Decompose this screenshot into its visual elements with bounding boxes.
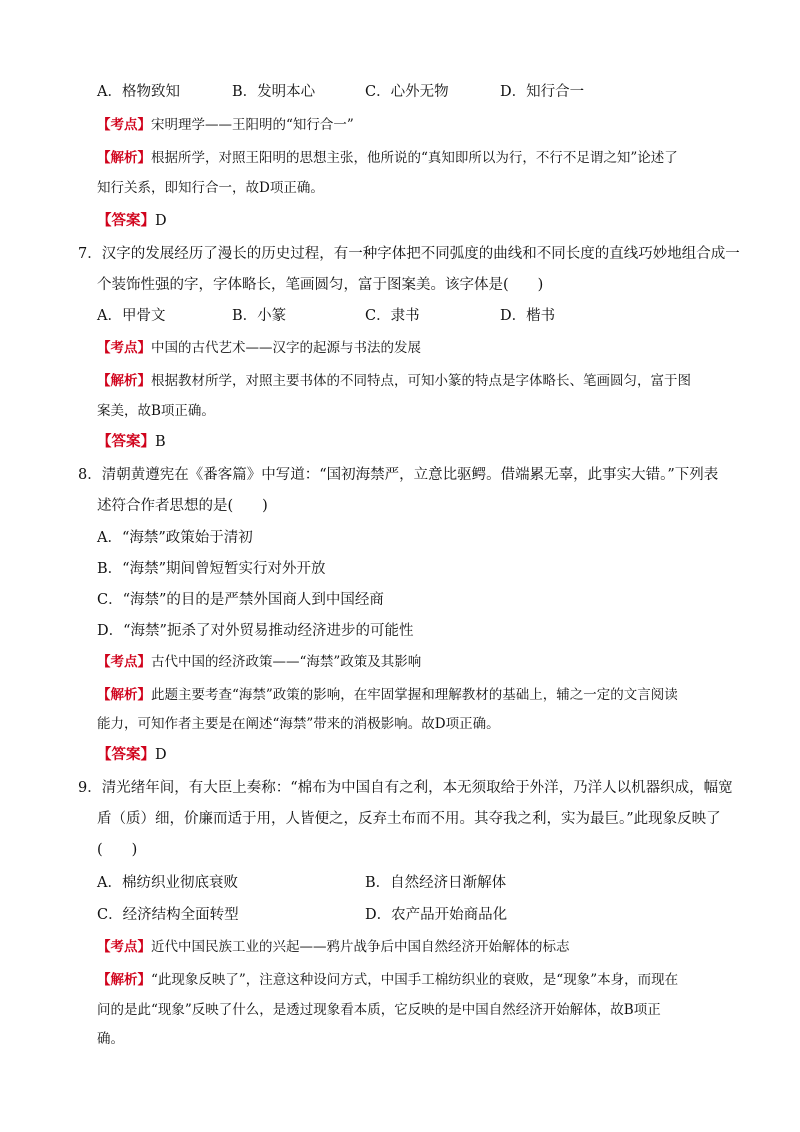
jiexi-label: 【解析】: [97, 687, 151, 703]
q7-jiexi-line-2: 案美，故B项正确。: [97, 403, 215, 419]
q9-option-a: A．棉纺织业彻底衰败: [97, 875, 238, 891]
kaodian-label: 【考点】: [97, 117, 151, 133]
q7-jiexi: [97, 371, 691, 391]
q8-option-d: D．“海禁”扼杀了对外贸易推动经济进步的可能性: [97, 623, 414, 639]
q8-kaodian: [97, 652, 421, 672]
q7-option-b: B．小篆: [232, 308, 287, 324]
kaodian-label: 【考点】: [97, 340, 151, 356]
q6-jiexi-line-2: 知行关系，即知行合一，故D项正确。: [97, 180, 324, 196]
q6-kaodian-text: 宋明理学——王阳明的“知行合一”: [151, 117, 354, 133]
q7-kaodian: [97, 338, 421, 358]
q7-stem-line-1: 7．汉字的发展经历了漫长的历史过程，有一种字体把不同弧度的曲线和不同长度的直线巧妙地组合成一: [78, 246, 740, 262]
jiexi-label: 【解析】: [97, 373, 151, 389]
q9-jiexi-line-2: 问的是此“现象”反映了什么，是透过现象看本质，它反映的是中国自然经济开始解体，故B项正: [97, 1002, 661, 1018]
q6-jiexi: [97, 148, 678, 168]
q7-kaodian-text: 中国的古代艺术——汉字的起源与书法的发展: [151, 340, 421, 356]
q9-jiexi: [97, 970, 678, 990]
q9-option-d: D．农产品开始商品化: [365, 907, 508, 923]
q9-jiexi-line-1: “此现象反映了”，注意这种设问方式，中国手工棉纺织业的衰败，是“现象”本身，而现在: [151, 972, 679, 988]
daan-label: 【答案】: [97, 747, 155, 763]
q7-stem-line-2: 个装饰性强的字，字体略长，笔画圆匀，富于图案美。该字体是( ): [97, 277, 544, 293]
q8-daan-text: D: [155, 747, 167, 763]
kaodian-label: 【考点】: [97, 654, 151, 670]
q7-jiexi-line-1: 根据教材所学，对照主要书体的不同特点，可知小篆的特点是字体略长、笔画圆匀，富于图: [151, 373, 691, 389]
q8-jiexi: [97, 685, 678, 705]
q8-jiexi-line-1: 此题主要考查“海禁”政策的影响，在牢固掌握和理解教材的基础上，辅之一定的文言阅读: [151, 687, 678, 703]
q9-stem-line-2: 盾（质）细，价廉而适于用，人皆便之，反弃土布而不用。其夺我之利，实为最巨。”此现象反映了: [97, 811, 721, 827]
q8-stem-line-1: 8．清朝黄遵宪在《番客篇》中写道：“国初海禁严，立意比驱鳄。借端累无辜，此事实大错。”下列表: [78, 467, 719, 483]
q8-option-a: A．“海禁”政策始于清初: [97, 530, 253, 546]
q8-daan: [97, 745, 167, 765]
q8-option-b: B．“海禁”期间曾短暂实行对外开放: [97, 561, 326, 577]
q6-daan: [97, 211, 167, 231]
q6-daan-text: D: [155, 213, 167, 229]
q9-option-c: C．经济结构全面转型: [97, 907, 239, 923]
q9-stem-line-3: ( ): [97, 842, 138, 858]
q8-option-c: C．“海禁”的目的是严禁外国商人到中国经商: [97, 592, 384, 608]
q7-daan-text: B: [155, 434, 166, 450]
jiexi-label: 【解析】: [97, 150, 151, 166]
q7-option-d: D．楷书: [500, 308, 556, 324]
q6-option-b: B．发明本心: [232, 84, 316, 100]
q6-option-c: C．心外无物: [365, 84, 449, 100]
q9-stem-line-1: 9．清光绪年间，有大臣上奏称：“棉布为中国自有之利，本无须取给于外洋，乃洋人以机器织成，幅宽: [78, 780, 733, 796]
q7-daan: [97, 432, 166, 452]
q6-kaodian: [97, 115, 354, 135]
q6-option-a: A．格物致知: [97, 84, 180, 100]
q9-option-b: B．自然经济日渐解体: [365, 875, 507, 891]
q6-option-d: D．知行合一: [500, 84, 585, 100]
daan-label: 【答案】: [97, 213, 155, 229]
jiexi-label: 【解析】: [97, 972, 151, 988]
q9-kaodian: [97, 937, 570, 957]
daan-label: 【答案】: [97, 434, 155, 450]
q9-jiexi-line-3: 确。: [97, 1031, 124, 1047]
q7-option-c: C．隶书: [365, 308, 420, 324]
q7-option-a: A．甲骨文: [97, 308, 166, 324]
q8-kaodian-text: 古代中国的经济政策——“海禁”政策及其影响: [151, 654, 422, 670]
q8-stem-line-2: 述符合作者思想的是( ): [97, 498, 268, 514]
q8-jiexi-line-2: 能力，可知作者主要是在阐述“海禁”带来的消极影响。故D项正确。: [97, 716, 500, 732]
q6-jiexi-line-1: 根据所学，对照王阳明的思想主张，他所说的“真知即所以为行，不行不足谓之知”论述了: [151, 150, 678, 166]
q9-kaodian-text: 近代中国民族工业的兴起——鸦片战争后中国自然经济开始解体的标志: [151, 939, 570, 955]
kaodian-label: 【考点】: [97, 939, 151, 955]
